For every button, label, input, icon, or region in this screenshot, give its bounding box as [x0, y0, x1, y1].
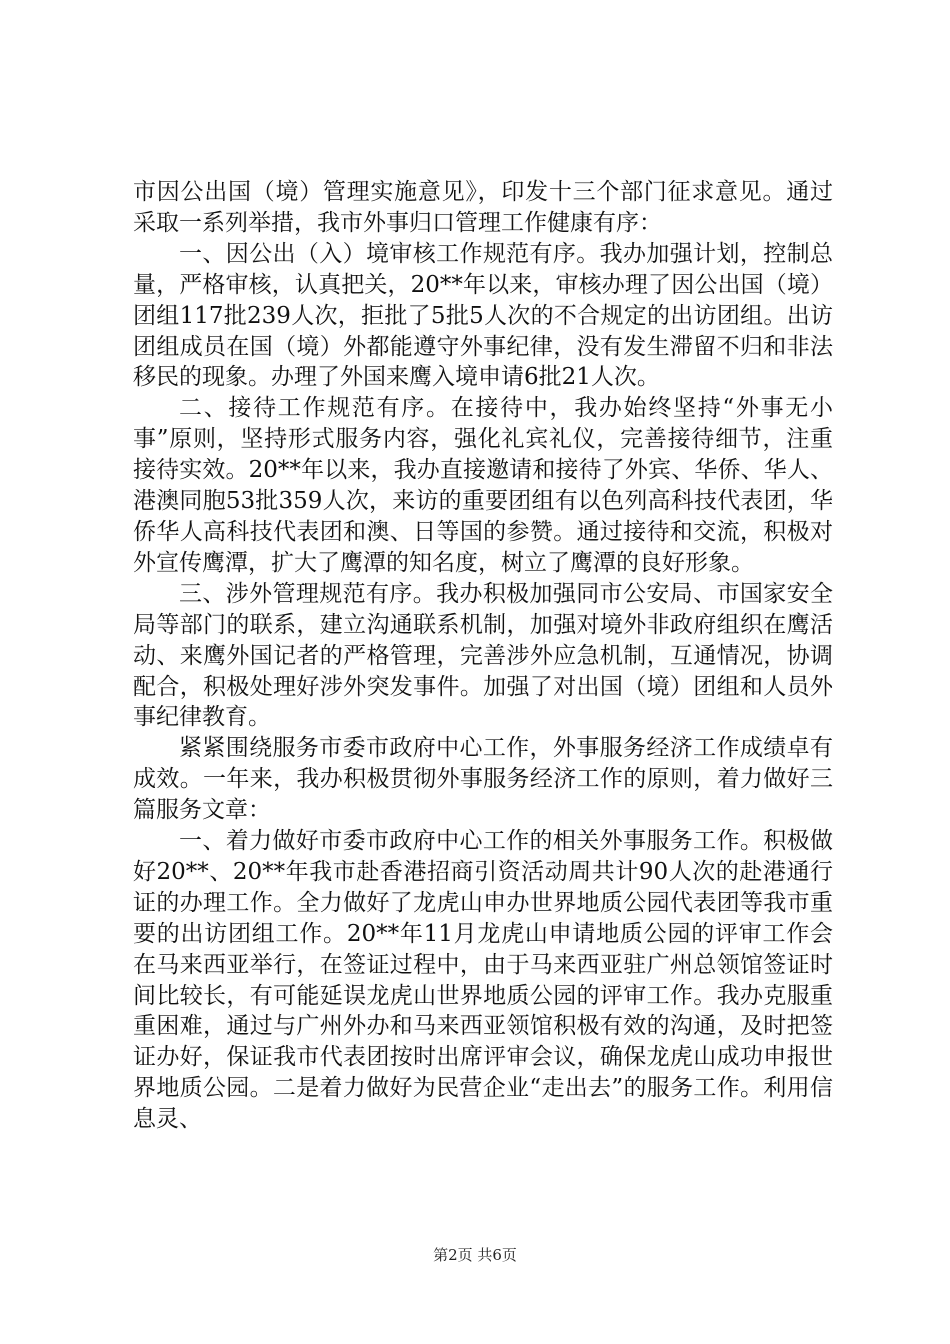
- paragraph-2: 一、因公出（入）境审核工作规范有序。我办加强计划，控制总量，严格审核，认真把关，20**年以来，审核办理了因公出国（境）团组117批239人次，拒批了5批5人次的不合规定的出访团组。出访团组成员在国（境）外都能遵守外事纪律，没有发生滞留不归和非法移民的现象。办理了外国来鹰入境申请6批21人次。: [133, 240, 833, 391]
- page-number-footer: 第2页 共6页: [433, 1246, 517, 1264]
- paragraph-6: 一、着力做好市委市政府中心工作的相关外事服务工作。积极做好20**、20**年我市赴香港招商引资活动周共计90人次的赴港通行证的办理工作。全力做好了龙虎山申办世界地质公园代表团等我市重要的出访团组工作。20**年11月龙虎山申请地质公园的评审工作会在马来西亚举行，在签证过程中，由于马来西亚驻广州总领馆签证时间比较长，有可能延误龙虎山世界地质公园的评审工作。我办克服重重困难，通过与广州外办和马来西亚领馆积极有效的沟通，及时把签证办好，保证我市代表团按时出席评审会议，确保龙虎山成功申报世界地质公园。二是着力做好为民营企业“走出去”的服务工作。利用信息灵、: [133, 828, 833, 1133]
- paragraph-1: 市因公出国（境）管理实施意见》，印发十三个部门征求意见。通过采取一系列举措，我市外事归口管理工作健康有序：: [133, 179, 833, 236]
- paragraph-3: 二、接待工作规范有序。在接待中，我办始终坚持“外事无小事”原则，坚持形式服务内容，强化礼宾礼仪，完善接待细节，注重接待实效。20**年以来，我办直接邀请和接待了外宾、华侨、华人、港澳同胞53批359人次，来访的重要团组有以色列高科技代表团，华侨华人高科技代表团和澳、日等国的参赞。通过接待和交流，积极对外宣传鹰潭，扩大了鹰潭的知名度，树立了鹰潭的良好形象。: [133, 395, 833, 576]
- document-body: [133, 177, 833, 1135]
- paragraph-5: 紧紧围绕服务市委市政府中心工作，外事服务经济工作成绩卓有成效。一年来，我办积极贯彻外事服务经济工作的原则，着力做好三篇服务文章：: [133, 735, 833, 824]
- paragraph-4: 三、涉外管理规范有序。我办积极加强同市公安局、市国家安全局等部门的联系，建立沟通联系机制，加强对境外非政府组织在鹰活动、来鹰外国记者的严格管理，完善涉外应急机制，互通情况，协调配合，积极处理好涉外突发事件。加强了对出国（境）团组和人员外事纪律教育。: [133, 580, 833, 731]
